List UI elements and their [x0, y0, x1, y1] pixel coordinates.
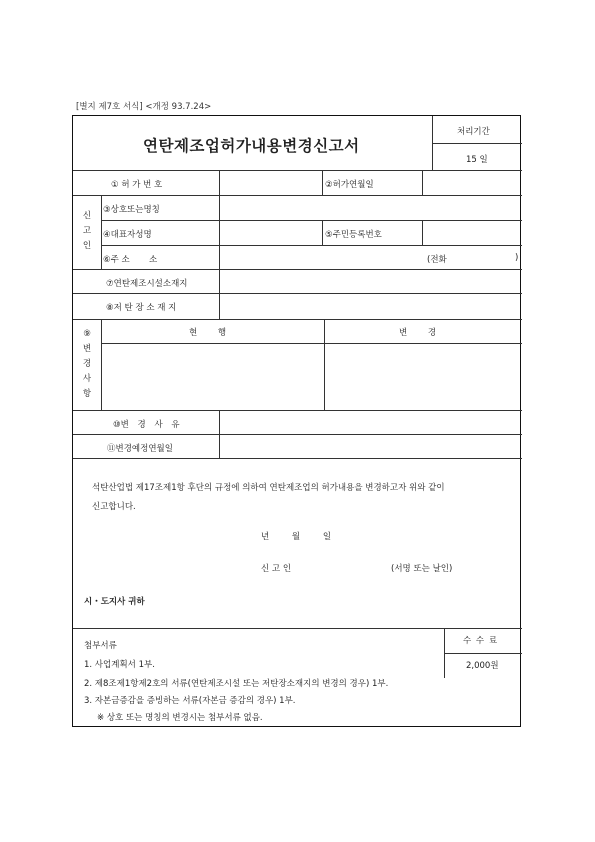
col-divider	[219, 269, 220, 319]
col-divider	[324, 319, 325, 410]
current-content-field[interactable]	[103, 345, 322, 408]
changed-content-field[interactable]	[326, 345, 520, 408]
storage-location-label: ⑧저 탄 장 소 재 지	[106, 303, 177, 313]
row-divider	[73, 170, 522, 171]
planned-date-field[interactable]	[221, 436, 520, 456]
applicant-signature-label: 신 고 인	[261, 564, 292, 574]
col-divider	[101, 195, 102, 269]
representative-name-field[interactable]	[221, 222, 320, 243]
attachment-item: 1. 사업계획서 1부.	[84, 660, 155, 670]
col-divider	[422, 220, 423, 245]
resident-number-field[interactable]	[424, 222, 520, 243]
phone-close: )	[515, 253, 519, 263]
address-label-suffix: 소	[149, 255, 158, 265]
col-divider	[422, 170, 423, 195]
fee-label: 수 수 료	[463, 636, 499, 646]
row-divider	[73, 458, 522, 459]
change-reason-label: ⑩변 경 사 유	[113, 420, 180, 430]
row-divider	[101, 245, 522, 246]
attachment-item: 3. 자본금증감을 증빙하는 서류(자본금 증감의 경우) 1부.	[84, 696, 296, 706]
phone-open: (전화	[427, 255, 447, 265]
fee-amount: 2,000원	[466, 661, 499, 671]
facility-location-field[interactable]	[221, 271, 520, 291]
signature-field[interactable]	[323, 556, 387, 574]
applicant-section-label: 신 고 인	[82, 211, 92, 251]
declaration-form	[72, 115, 521, 727]
col-divider	[432, 116, 433, 170]
trade-name-label: ③상호또는명칭	[103, 205, 160, 215]
declaration-date-line: 년 월 일	[261, 532, 332, 542]
col-divider	[322, 220, 323, 245]
col-divider	[322, 170, 323, 195]
row-divider	[73, 319, 522, 320]
permit-number-field[interactable]	[221, 172, 320, 193]
address-label: ⑥주 소	[103, 255, 130, 265]
planned-date-label: ⑪변경예정연월일	[107, 444, 173, 454]
permit-date-field[interactable]	[424, 172, 520, 193]
col-divider	[219, 170, 220, 195]
col-divider	[444, 628, 445, 678]
row-divider	[73, 434, 522, 435]
row-divider	[73, 195, 522, 196]
changed-column-header: 변 경	[399, 328, 437, 338]
processing-period-value: 15 일	[466, 155, 488, 165]
row-divider	[73, 293, 522, 294]
attachment-item: 2. 제8조제1항제2호의 서류(연탄제조시설 또는 저탄장소재지의 변경의 경우) 1부.	[84, 679, 389, 689]
row-divider	[73, 628, 522, 629]
col-divider	[219, 410, 220, 458]
current-column-header: 현 행	[189, 328, 227, 338]
trade-name-field[interactable]	[221, 197, 520, 218]
attachments-heading: 첨부서류	[84, 641, 117, 651]
col-divider	[101, 319, 102, 410]
form-header-note: [별지 제7호 서식] <개정 93.7.24>	[76, 102, 212, 112]
address-field[interactable]	[221, 247, 520, 267]
permit-date-label: ②허가연월일	[325, 180, 374, 190]
representative-name-label: ④대표자성명	[103, 230, 152, 240]
row-divider	[73, 410, 522, 411]
resident-number-label: ⑤주민등록번호	[325, 230, 382, 240]
permit-number-label: ① 허 가 번 호	[111, 180, 163, 190]
form-title: 연탄제조업허가내용변경신고서	[143, 137, 360, 155]
change-items-label: ⑨ 변 경 사 항	[82, 329, 92, 399]
processing-period-label: 처리기간	[457, 127, 490, 137]
storage-location-field[interactable]	[221, 295, 520, 317]
signature-note: (서명 또는 날인)	[391, 564, 453, 574]
facility-location-label: ⑦연탄제조시설소재지	[106, 279, 188, 289]
row-divider	[444, 653, 522, 654]
change-reason-field[interactable]	[221, 412, 520, 432]
row-divider	[432, 143, 522, 144]
row-divider	[73, 269, 522, 270]
col-divider	[219, 195, 220, 269]
attachment-note: ※ 상호 또는 명칭의 변경시는 첨부서류 없음.	[97, 713, 263, 723]
declaration-text: 석탄산업법 제17조제1항 후단의 규정에 의하여 연탄제조업의 허가내용을 변경하고자 위와 같이 신고합니다.	[92, 483, 445, 512]
row-divider	[101, 220, 522, 221]
row-divider	[101, 343, 522, 344]
addressee: 시・도지사 귀하	[84, 597, 145, 607]
